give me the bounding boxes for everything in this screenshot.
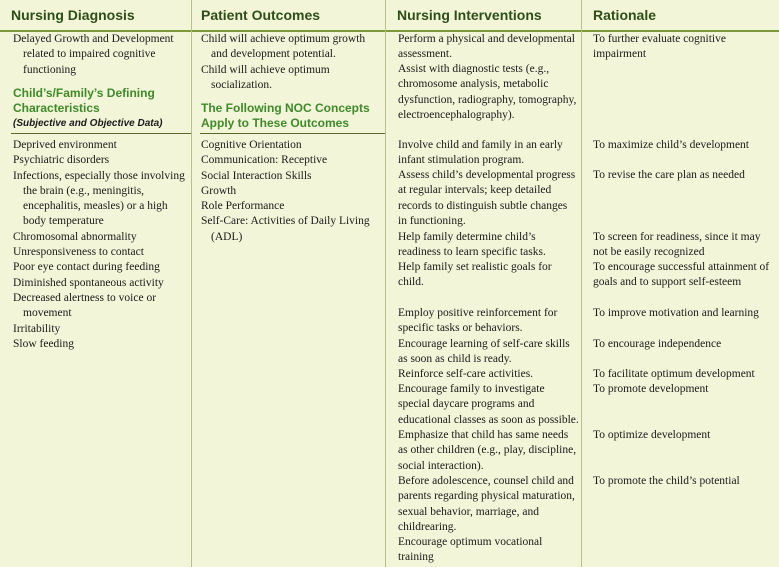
header-nursing-interventions: Nursing Interventions (386, 0, 581, 32)
rationale-item: To further evaluate cognitive impairment (593, 33, 726, 61)
rationale-item: To promote development (593, 383, 709, 395)
intervention-item: Before adolescence, counsel child and parents regarding physical maturation, sexual behavior, marriage, and childrearing. (398, 475, 575, 533)
list-item: Deprived environment (13, 139, 117, 151)
list-item: Role Performance (201, 200, 285, 213)
list-item: Self-Care: Activities of Daily Living (ADL) (201, 215, 370, 243)
list-item: Poor eye contact during feeding (13, 261, 160, 274)
interventions-column (386, 0, 581, 567)
list-item: Unresponsiveness to contact (13, 246, 144, 259)
header-rationale: Rationale (582, 0, 779, 32)
header-patient-outcomes: Patient Outcomes (192, 0, 385, 32)
outcomes-column (192, 0, 385, 567)
list-item: Child will achieve optimum socialization. (201, 63, 330, 91)
rationale-item: To optimize development (593, 429, 711, 441)
rationale-item: To screen for readiness, since it may not be easily recognized (593, 231, 761, 259)
rationale-item: To encourage successful attainment of goals and to support self-esteem (593, 261, 770, 289)
list-item: Irritability (13, 322, 61, 335)
outcomes-list (201, 32, 383, 93)
list-item: Psychiatric disorders (13, 154, 110, 167)
intervention-item: Assist with diagnostic tests (e.g., chromosome analysis, metabolic dysfunction, radiography, tomography, electroencephalography). (398, 63, 577, 121)
rationale-item: To promote the child’s potential (593, 475, 740, 487)
intervention-item: Encourage learning of self-care skills as soon as child is ready. (398, 338, 570, 366)
intervention-item: Encourage optimum vocational training (398, 536, 543, 564)
characteristics-list (13, 138, 189, 352)
intervention-item: Perform a physical and developmental assessment. (398, 33, 575, 61)
intervention-item: Reinforce self-care activities. (398, 368, 534, 380)
section-rule (200, 133, 385, 134)
list-item: Child will achieve optimum growth and development potential. (201, 33, 366, 61)
list-item: Infections, especially those involving the brain (e.g., meningitis, encephalitis, measles) or a high body temperature (13, 169, 185, 228)
noc-heading: The Following NOC Concepts Apply to These Outcomes (201, 101, 370, 130)
list-item: Growth (201, 184, 237, 197)
intervention-item: Help family determine child’s readiness to learn specific tasks. (398, 231, 546, 259)
rationale-item: To encourage independence (593, 338, 722, 350)
intervention-item: Encourage family to investigate special daycare programs and educational classes as soon as possible. (398, 383, 579, 426)
list-item: Cognitive Orientation (201, 139, 302, 151)
diagnosis-statement: Delayed Growth and Development related to impaired cognitive functioning (13, 33, 174, 76)
rationale-item: To facilitate optimum development (593, 368, 755, 380)
list-item: Slow feeding (13, 337, 75, 350)
list-item: Chromosomal abnormality (13, 230, 137, 243)
characteristics-heading: Child’s/Family’s Defining Characteristics (Subjective and Objective Data) (13, 86, 189, 132)
rationale-column (582, 0, 779, 567)
rationale-item: To revise the care plan as needed (593, 169, 745, 181)
section-rule (11, 133, 191, 134)
intervention-item: Employ positive reinforcement for specific tasks or behaviors. (398, 307, 558, 335)
list-item: Decreased alertness to voice or movement (13, 291, 157, 320)
intervention-item: Help family set realistic goals for child. (398, 261, 552, 289)
rationale-item: To improve motivation and learning (593, 307, 759, 319)
noc-list (201, 138, 383, 245)
intervention-item: Assess child’s developmental progress at regular intervals; keep detailed records to distinguish subtle changes in functioning. (398, 169, 576, 227)
header-nursing-diagnosis: Nursing Diagnosis (0, 0, 191, 32)
list-item: Diminished spontaneous activity (13, 276, 164, 289)
characteristics-subheading: (Subjective and Objective Data) (13, 118, 163, 129)
intervention-item: Emphasize that child has same needs as other children (e.g., play, discipline, social interaction). (398, 429, 577, 472)
diagnosis-column (0, 0, 191, 567)
rationale-item: To maximize child’s development (593, 139, 750, 151)
list-item: Communication: Receptive (201, 154, 328, 167)
list-item: Social Interaction Skills (201, 169, 312, 182)
intervention-item: Involve child and family in an early infant stimulation program. (398, 139, 563, 167)
